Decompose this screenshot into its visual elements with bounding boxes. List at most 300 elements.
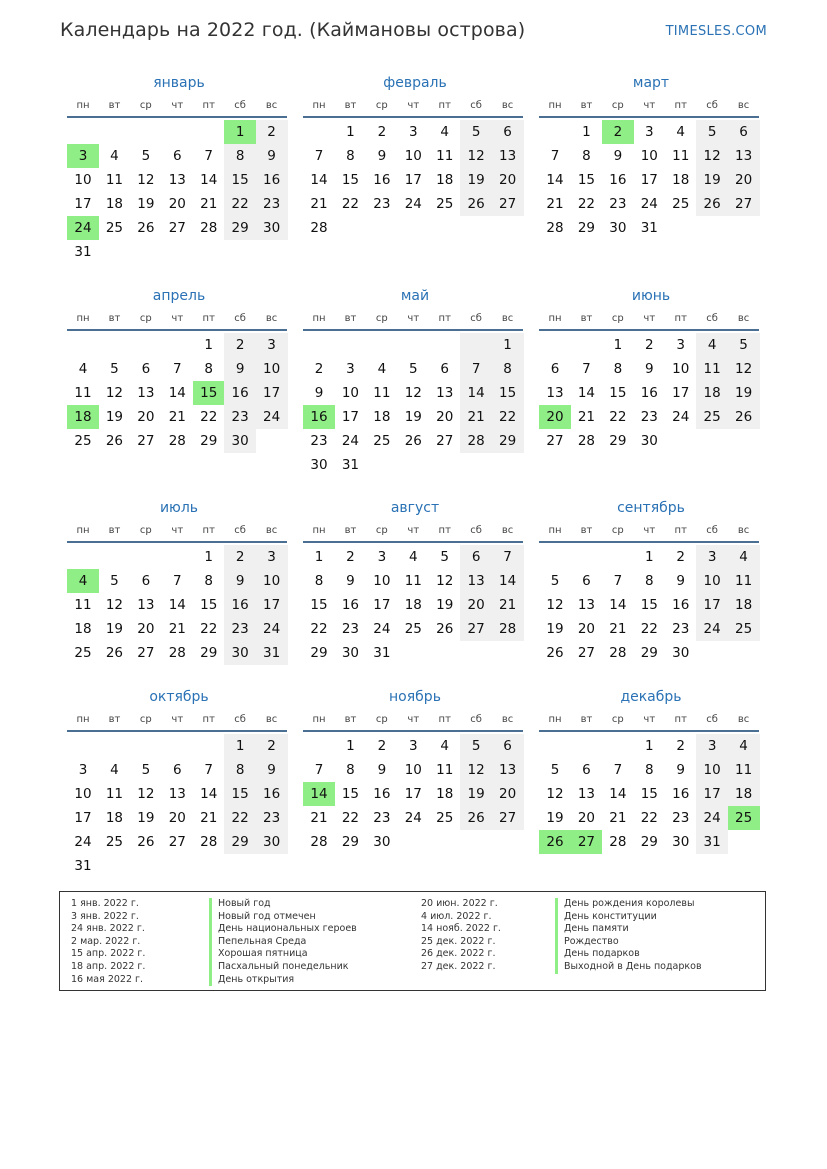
day-cell: 1 bbox=[314, 549, 324, 565]
day-cell: 10 bbox=[672, 361, 690, 377]
day-cell: 27 bbox=[577, 645, 596, 661]
day-cell: 19 bbox=[105, 409, 124, 425]
weekday-label: ср bbox=[139, 100, 152, 111]
day-cell: 27 bbox=[137, 645, 155, 661]
day-cell: 22 bbox=[341, 810, 360, 826]
day-cell: 8 bbox=[644, 573, 654, 589]
day-cell: 7 bbox=[613, 762, 623, 778]
weekday-label: ср bbox=[611, 714, 624, 725]
day-cell: 20 bbox=[492, 168, 524, 192]
day-cell: 19 bbox=[137, 196, 155, 212]
day-cell: 17 bbox=[696, 593, 728, 617]
day-cell: 28 bbox=[168, 645, 186, 661]
day-cell: 18 bbox=[728, 782, 760, 806]
day-cell: 23 bbox=[373, 810, 391, 826]
day-cell: 4 bbox=[676, 124, 686, 140]
day-cell: 6 bbox=[172, 148, 182, 164]
weekday-label: ср bbox=[611, 100, 624, 111]
day-cell: 14 bbox=[609, 786, 627, 802]
holiday-day: 27 bbox=[570, 830, 602, 854]
site-link[interactable]: TIMESLES.COM bbox=[665, 24, 767, 39]
day-cell: 7 bbox=[492, 545, 524, 569]
day-cell: 2 bbox=[314, 361, 324, 377]
legend-holiday-name: Выходной в День подарков bbox=[555, 961, 702, 974]
day-cell: 31 bbox=[256, 641, 288, 665]
day-cell: 4 bbox=[377, 361, 387, 377]
day-cell: 1 bbox=[644, 738, 654, 754]
day-cell: 21 bbox=[168, 409, 186, 425]
day-cell: 15 bbox=[310, 597, 328, 613]
day-cell: 2 bbox=[377, 738, 387, 754]
day-cell: 20 bbox=[436, 409, 454, 425]
weekday-label: пт bbox=[202, 313, 215, 324]
day-cell: 14 bbox=[168, 597, 186, 613]
day-cell: 28 bbox=[609, 834, 627, 850]
weekday-label: пн bbox=[548, 100, 562, 111]
day-cell: 9 bbox=[377, 762, 387, 778]
day-cell: 25 bbox=[74, 433, 92, 449]
day-cell: 14 bbox=[460, 381, 492, 405]
day-cell: 22 bbox=[224, 806, 256, 830]
day-cell: 26 bbox=[460, 192, 492, 216]
day-cell: 3 bbox=[408, 738, 418, 754]
weekday-label: чт bbox=[171, 525, 184, 536]
weekday-label: пн bbox=[548, 313, 562, 324]
day-cell: 31 bbox=[341, 457, 360, 473]
day-cell: 9 bbox=[377, 148, 387, 164]
weekday-label: вс bbox=[501, 714, 514, 725]
day-cell: 19 bbox=[436, 597, 454, 613]
day-cell: 20 bbox=[168, 196, 186, 212]
day-cell: 29 bbox=[310, 645, 328, 661]
day-cell: 23 bbox=[341, 621, 360, 637]
day-cell: 8 bbox=[314, 573, 324, 589]
weekday-label: пт bbox=[438, 313, 451, 324]
page-title: Календарь на 2022 год. (Каймановы острова) bbox=[60, 19, 526, 41]
day-cell: 12 bbox=[137, 172, 155, 188]
day-cell: 23 bbox=[672, 810, 690, 826]
day-cell: 12 bbox=[105, 597, 124, 613]
day-cell: 16 bbox=[672, 786, 690, 802]
day-cell: 23 bbox=[373, 196, 391, 212]
weekday-label: ср bbox=[611, 313, 624, 324]
weekday-label: пн bbox=[76, 313, 90, 324]
day-cell: 6 bbox=[550, 361, 560, 377]
legend-left-names bbox=[209, 898, 357, 986]
weekday-label: сб bbox=[706, 525, 718, 536]
day-cell: 21 bbox=[492, 593, 524, 617]
legend-date: 25 дек. 2022 г. bbox=[421, 935, 496, 947]
day-cell: 20 bbox=[577, 810, 596, 826]
day-cell: 9 bbox=[346, 573, 355, 589]
legend-date: 15 апр. 2022 г. bbox=[71, 948, 146, 960]
weekday-label: вт bbox=[108, 714, 121, 725]
day-cell: 17 bbox=[640, 172, 658, 188]
month-rule bbox=[539, 541, 759, 543]
day-cell: 9 bbox=[224, 569, 256, 593]
day-cell: 26 bbox=[105, 433, 124, 449]
month-rule bbox=[539, 730, 759, 732]
day-cell: 12 bbox=[105, 385, 124, 401]
weekday-label: пн bbox=[76, 525, 90, 536]
day-cell: 23 bbox=[609, 196, 627, 212]
day-cell: 12 bbox=[137, 786, 155, 802]
day-cell: 3 bbox=[408, 124, 418, 140]
day-cell: 25 bbox=[696, 405, 728, 429]
day-cell: 20 bbox=[137, 621, 155, 637]
day-cell: 7 bbox=[582, 361, 591, 377]
day-cell: 29 bbox=[224, 216, 256, 240]
day-cell: 29 bbox=[492, 429, 524, 453]
month-name: январь bbox=[153, 75, 205, 91]
day-cell: 5 bbox=[110, 361, 119, 377]
day-cell: 5 bbox=[110, 573, 119, 589]
day-cell: 30 bbox=[310, 457, 328, 473]
weekday-label: чт bbox=[643, 100, 656, 111]
weekday-label: вт bbox=[108, 100, 121, 111]
day-cell: 15 bbox=[640, 597, 658, 613]
day-cell: 24 bbox=[696, 617, 728, 641]
day-cell: 6 bbox=[141, 361, 151, 377]
day-cell: 22 bbox=[200, 621, 218, 637]
day-cell: 2 bbox=[676, 549, 686, 565]
day-cell: 13 bbox=[137, 597, 155, 613]
weekday-label: вт bbox=[580, 525, 593, 536]
day-cell: 7 bbox=[460, 357, 492, 381]
day-cell: 13 bbox=[728, 144, 760, 168]
day-cell: 30 bbox=[373, 834, 391, 850]
month-rule bbox=[539, 116, 759, 118]
day-cell: 18 bbox=[74, 621, 92, 637]
weekday-label: ср bbox=[139, 525, 152, 536]
weekday-label: сб bbox=[234, 313, 246, 324]
day-cell: 12 bbox=[404, 385, 422, 401]
day-cell: 27 bbox=[168, 834, 186, 850]
day-cell: 22 bbox=[609, 409, 627, 425]
day-cell: 6 bbox=[141, 573, 151, 589]
day-cell: 16 bbox=[256, 782, 288, 806]
weekday-label: вт bbox=[344, 100, 357, 111]
day-cell: 28 bbox=[168, 433, 186, 449]
day-cell: 9 bbox=[256, 758, 288, 782]
day-cell: 17 bbox=[404, 172, 422, 188]
day-cell: 3 bbox=[644, 124, 654, 140]
day-cell: 8 bbox=[224, 144, 256, 168]
day-cell: 31 bbox=[74, 244, 92, 260]
day-cell: 30 bbox=[672, 834, 690, 850]
day-cell: 22 bbox=[640, 621, 658, 637]
weekday-label: вс bbox=[501, 100, 514, 111]
day-cell: 11 bbox=[436, 148, 454, 164]
day-cell: 26 bbox=[696, 192, 728, 216]
holiday-day: 4 bbox=[67, 569, 99, 593]
day-cell: 10 bbox=[640, 148, 658, 164]
day-cell: 4 bbox=[408, 549, 418, 565]
weekday-label: вс bbox=[265, 525, 278, 536]
day-cell: 11 bbox=[696, 357, 728, 381]
weekday-label: пн bbox=[312, 714, 326, 725]
day-cell: 12 bbox=[546, 786, 564, 802]
weekday-label: вс bbox=[265, 313, 278, 324]
day-cell: 30 bbox=[341, 645, 360, 661]
weekday-label: пт bbox=[674, 100, 687, 111]
day-cell: 28 bbox=[460, 429, 492, 453]
day-cell: 13 bbox=[492, 144, 524, 168]
day-cell: 4 bbox=[110, 762, 119, 778]
day-cell: 29 bbox=[200, 645, 218, 661]
day-cell: 19 bbox=[404, 409, 422, 425]
day-cell: 22 bbox=[200, 409, 218, 425]
day-cell: 11 bbox=[404, 573, 422, 589]
day-cell: 8 bbox=[582, 148, 591, 164]
day-cell: 5 bbox=[141, 762, 151, 778]
holiday-day: 15 bbox=[193, 381, 225, 405]
day-cell: 7 bbox=[204, 762, 214, 778]
weekday-header bbox=[67, 312, 291, 326]
day-cell: 6 bbox=[492, 120, 524, 144]
legend-holiday-name: Новый год bbox=[209, 898, 357, 911]
weekday-label: пт bbox=[202, 100, 215, 111]
day-cell: 9 bbox=[224, 357, 256, 381]
day-cell: 7 bbox=[550, 148, 560, 164]
day-cell: 19 bbox=[696, 168, 728, 192]
day-cell: 23 bbox=[310, 433, 328, 449]
day-cell: 2 bbox=[346, 549, 355, 565]
weekday-header bbox=[303, 524, 527, 538]
legend-date: 14 нояб. 2022 г. bbox=[421, 923, 501, 935]
weekday-header bbox=[303, 713, 527, 727]
weekday-label: ср bbox=[375, 714, 388, 725]
day-cell: 11 bbox=[74, 385, 92, 401]
day-cell: 11 bbox=[74, 597, 92, 613]
legend-holiday-name: Новый год отмечен bbox=[209, 911, 357, 924]
day-cell: 14 bbox=[200, 786, 218, 802]
day-cell: 18 bbox=[672, 172, 690, 188]
holiday-day: 2 bbox=[602, 120, 634, 144]
holiday-day: 25 bbox=[728, 806, 760, 830]
day-cell: 8 bbox=[204, 361, 214, 377]
day-cell: 2 bbox=[377, 124, 387, 140]
weekday-header bbox=[303, 99, 527, 113]
day-cell: 30 bbox=[609, 220, 627, 236]
day-cell: 19 bbox=[137, 810, 155, 826]
weekday-label: вт bbox=[108, 525, 121, 536]
day-cell: 15 bbox=[341, 172, 360, 188]
weekday-label: вс bbox=[737, 525, 750, 536]
day-cell: 29 bbox=[609, 433, 627, 449]
weekday-label: сб bbox=[470, 714, 482, 725]
day-cell: 5 bbox=[408, 361, 418, 377]
day-cell: 19 bbox=[460, 782, 492, 806]
day-cell: 28 bbox=[200, 220, 218, 236]
weekday-header bbox=[539, 99, 763, 113]
day-cell: 27 bbox=[728, 192, 760, 216]
day-cell: 6 bbox=[440, 361, 450, 377]
legend-left-dates bbox=[71, 898, 145, 986]
day-cell: 20 bbox=[577, 621, 596, 637]
day-cell: 28 bbox=[310, 834, 328, 850]
day-cell: 8 bbox=[644, 762, 654, 778]
day-cell: 14 bbox=[310, 172, 328, 188]
day-cell: 30 bbox=[672, 645, 690, 661]
weekday-header bbox=[67, 524, 291, 538]
day-cell: 6 bbox=[172, 762, 182, 778]
holiday-day: 26 bbox=[539, 830, 571, 854]
weekday-label: сб bbox=[234, 100, 246, 111]
day-cell: 24 bbox=[672, 409, 690, 425]
day-cell: 29 bbox=[224, 830, 256, 854]
day-cell: 11 bbox=[373, 385, 391, 401]
day-cell: 10 bbox=[696, 758, 728, 782]
day-cell: 6 bbox=[492, 734, 524, 758]
day-cell: 30 bbox=[256, 216, 288, 240]
weekday-label: чт bbox=[407, 525, 420, 536]
day-cell: 12 bbox=[460, 144, 492, 168]
day-cell: 26 bbox=[460, 806, 492, 830]
day-cell: 26 bbox=[105, 645, 124, 661]
day-cell: 16 bbox=[256, 168, 288, 192]
day-cell: 14 bbox=[200, 172, 218, 188]
month-rule bbox=[539, 329, 759, 331]
day-cell: 4 bbox=[728, 734, 760, 758]
day-cell: 8 bbox=[346, 148, 355, 164]
weekday-label: пт bbox=[202, 714, 215, 725]
day-cell: 27 bbox=[436, 433, 454, 449]
day-cell: 20 bbox=[492, 782, 524, 806]
weekday-label: ср bbox=[611, 525, 624, 536]
month-name: июль bbox=[159, 500, 199, 516]
month-name: март bbox=[632, 75, 670, 91]
month-name: август bbox=[390, 500, 440, 516]
day-cell: 7 bbox=[204, 148, 214, 164]
day-cell: 9 bbox=[676, 762, 686, 778]
day-cell: 9 bbox=[314, 385, 324, 401]
day-cell: 13 bbox=[577, 786, 596, 802]
weekday-label: пн bbox=[76, 100, 90, 111]
weekday-label: вс bbox=[265, 100, 278, 111]
weekday-label: вс bbox=[737, 100, 750, 111]
weekday-label: сб bbox=[470, 525, 482, 536]
day-cell: 21 bbox=[168, 621, 186, 637]
day-cell: 11 bbox=[728, 758, 760, 782]
weekday-label: вс bbox=[501, 313, 514, 324]
weekday-label: чт bbox=[407, 313, 420, 324]
weekday-label: сб bbox=[234, 525, 246, 536]
legend-date: 3 янв. 2022 г. bbox=[71, 910, 139, 922]
weekday-label: ср bbox=[139, 313, 152, 324]
day-cell: 16 bbox=[672, 597, 690, 613]
legend-right-dates bbox=[421, 898, 501, 974]
month-name: июнь bbox=[631, 288, 671, 304]
month-name: февраль bbox=[383, 75, 447, 91]
day-cell: 6 bbox=[582, 762, 591, 778]
day-cell: 4 bbox=[440, 124, 450, 140]
day-cell: 17 bbox=[404, 786, 422, 802]
weekday-label: вт bbox=[580, 714, 593, 725]
day-cell: 26 bbox=[404, 433, 422, 449]
weekend-empty-cell bbox=[460, 333, 492, 357]
month-rule bbox=[67, 730, 287, 732]
day-cell: 16 bbox=[640, 385, 658, 401]
day-cell: 4 bbox=[110, 148, 119, 164]
day-cell: 17 bbox=[696, 782, 728, 806]
weekday-header bbox=[539, 312, 763, 326]
day-cell: 23 bbox=[256, 192, 288, 216]
day-cell: 19 bbox=[546, 621, 564, 637]
day-cell: 30 bbox=[224, 429, 256, 453]
day-cell: 22 bbox=[577, 196, 596, 212]
day-cell: 1 bbox=[582, 124, 591, 140]
weekday-header bbox=[67, 713, 291, 727]
day-cell: 15 bbox=[341, 786, 360, 802]
day-cell: 15 bbox=[640, 786, 658, 802]
day-cell: 22 bbox=[224, 192, 256, 216]
day-cell: 29 bbox=[577, 220, 596, 236]
day-cell: 4 bbox=[440, 738, 450, 754]
weekday-label: ср bbox=[375, 100, 388, 111]
legend-date: 20 июн. 2022 г. bbox=[421, 898, 498, 909]
holiday-day: 18 bbox=[67, 405, 99, 429]
day-cell: 25 bbox=[728, 617, 760, 641]
day-cell: 13 bbox=[436, 385, 454, 401]
weekday-label: пн bbox=[312, 100, 326, 111]
weekday-header bbox=[303, 312, 527, 326]
weekday-label: пт bbox=[438, 100, 451, 111]
day-cell: 15 bbox=[577, 172, 596, 188]
day-cell: 28 bbox=[492, 617, 524, 641]
day-cell: 24 bbox=[404, 196, 422, 212]
day-cell: 3 bbox=[377, 549, 387, 565]
day-cell: 10 bbox=[341, 385, 360, 401]
day-cell: 7 bbox=[172, 361, 182, 377]
day-cell: 17 bbox=[373, 597, 391, 613]
day-cell: 2 bbox=[224, 545, 256, 569]
day-cell: 3 bbox=[696, 734, 728, 758]
day-cell: 21 bbox=[609, 621, 627, 637]
day-cell: 18 bbox=[105, 810, 124, 826]
day-cell: 30 bbox=[256, 830, 288, 854]
day-cell: 25 bbox=[105, 834, 124, 850]
day-cell: 19 bbox=[105, 621, 124, 637]
day-cell: 22 bbox=[492, 405, 524, 429]
day-cell: 12 bbox=[460, 758, 492, 782]
day-cell: 9 bbox=[613, 148, 623, 164]
day-cell: 19 bbox=[728, 381, 760, 405]
day-cell: 31 bbox=[696, 830, 728, 854]
day-cell: 29 bbox=[341, 834, 360, 850]
day-cell: 13 bbox=[137, 385, 155, 401]
day-cell: 28 bbox=[310, 220, 328, 236]
day-cell: 24 bbox=[404, 810, 422, 826]
weekday-header bbox=[539, 524, 763, 538]
holiday-day: 3 bbox=[67, 144, 99, 168]
day-cell: 30 bbox=[224, 641, 256, 665]
day-cell: 7 bbox=[314, 148, 324, 164]
day-cell: 8 bbox=[224, 758, 256, 782]
weekday-label: ср bbox=[139, 714, 152, 725]
day-cell: 8 bbox=[346, 762, 355, 778]
day-cell: 1 bbox=[204, 337, 214, 353]
legend-holiday-name: День рождения королевы bbox=[555, 898, 702, 911]
day-cell: 10 bbox=[696, 569, 728, 593]
day-cell: 18 bbox=[728, 593, 760, 617]
day-cell: 10 bbox=[74, 172, 92, 188]
day-cell: 28 bbox=[577, 433, 596, 449]
day-cell: 22 bbox=[640, 810, 658, 826]
day-cell: 7 bbox=[613, 573, 623, 589]
day-cell: 18 bbox=[404, 597, 422, 613]
day-cell: 11 bbox=[105, 172, 124, 188]
